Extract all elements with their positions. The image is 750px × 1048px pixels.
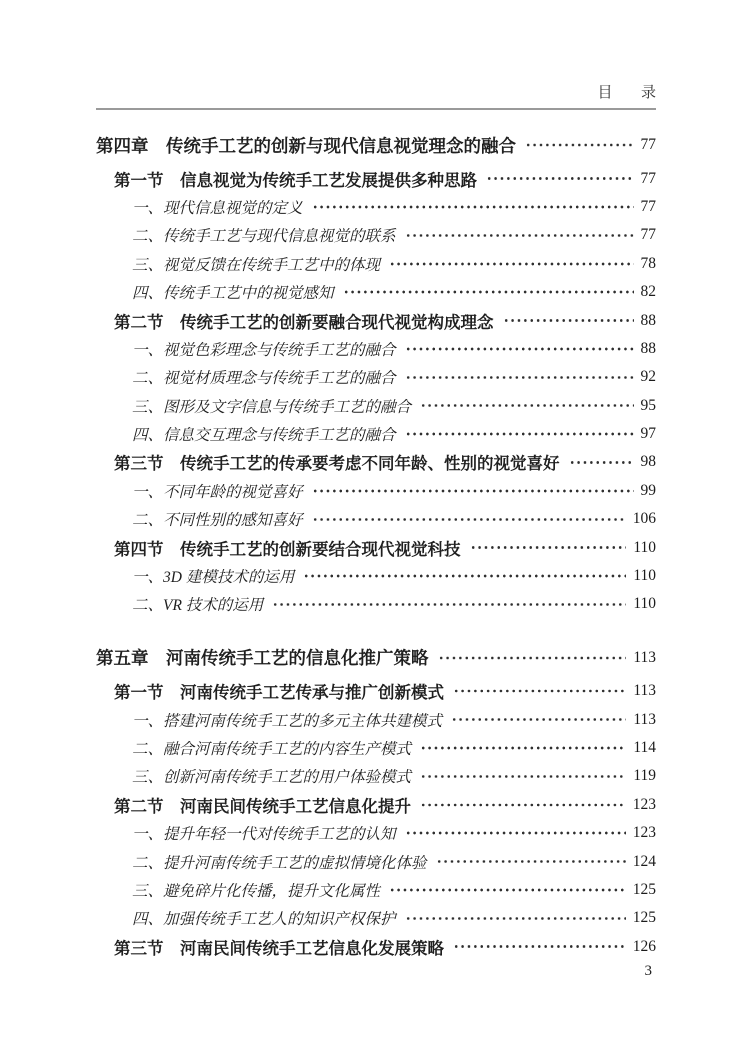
dot-leader [312, 199, 634, 215]
dot-leader [420, 769, 626, 785]
dot-leader [486, 170, 634, 187]
page-number: 3 [644, 963, 652, 979]
toc-entry-page: 106 [632, 510, 656, 528]
toc-entry-title: 一、搭建河南传统手工艺的多元主体共建模式 [132, 712, 443, 730]
toc-item-row [96, 819, 656, 847]
dot-leader [405, 825, 626, 841]
toc-entry-page: 124 [632, 852, 656, 870]
dot-leader [569, 454, 634, 471]
toc-entry-title: 一、3D 建模技术的运用 [132, 569, 295, 587]
toc-entry-title: 第四节 传统手工艺的创新要结合现代视觉科技 [114, 540, 461, 559]
toc-item-row [96, 762, 656, 790]
toc-entry-page: 125 [632, 880, 656, 898]
toc-entry-page: 110 [633, 538, 656, 556]
toc-entry-page: 119 [633, 767, 656, 785]
toc-entry-title: 第五章 河南传统手工艺的信息化推广策略 [96, 648, 429, 669]
toc-item-row [96, 734, 656, 762]
toc-entry-title: 二、融合河南传统手工艺的内容生产模式 [132, 741, 412, 758]
page-header [96, 84, 663, 102]
toc-item-row [96, 590, 656, 618]
toc-chapter-row [96, 644, 656, 672]
toc-entry-title: 三、避免碎片化传播，提升文化属性 [132, 882, 381, 900]
toc-entry-title: 第三节 河南民间传统手工艺信息化发展策略 [114, 939, 444, 958]
toc-entry-title: 二、传统手工艺与现代信息视觉的联系 [132, 228, 396, 246]
toc-entry-page: 77 [640, 169, 656, 187]
toc-entry-title: 第一节 河南传统手工艺传承与推广创新模式 [114, 684, 444, 703]
toc-entry-title: 第二节 河南民间传统手工艺信息化提升 [114, 797, 411, 816]
toc-entry-page: 88 [640, 339, 656, 357]
header-rule [96, 108, 656, 110]
toc-entry-title: 二、VR 技术的运用 [132, 597, 264, 615]
toc-item-row [96, 392, 656, 420]
toc-entry-page: 123 [632, 795, 656, 813]
toc-section-row [96, 677, 656, 705]
toc-item-row [96, 335, 656, 363]
toc-entry-page: 77 [640, 197, 656, 215]
dot-leader [389, 256, 633, 272]
toc-section-row [96, 791, 656, 819]
toc-section-row [96, 164, 656, 192]
toc-entry-page: 126 [632, 937, 656, 955]
toc-entry-page: 110 [633, 595, 656, 613]
toc-item-row [96, 904, 656, 932]
toc-item-row [96, 876, 656, 904]
dot-leader [389, 882, 626, 898]
toc-entry-page: 98 [640, 453, 656, 471]
toc-entry-title: 一、提升年轻一代对传统手工艺的认知 [132, 826, 396, 844]
toc-item-row [96, 221, 656, 249]
toc-entry-page: 110 [633, 567, 656, 585]
dot-leader [312, 512, 626, 528]
toc-item-row [96, 505, 656, 533]
dot-leader [503, 312, 634, 329]
toc-entry-page: 95 [640, 396, 656, 414]
toc-entry-page: 113 [633, 648, 656, 666]
toc-entry-page: 97 [640, 425, 656, 443]
toc-list [96, 131, 656, 961]
dot-leader [303, 568, 626, 584]
toc-item-row [96, 420, 656, 448]
toc-entry-title: 二、提升河南传统手工艺的虚拟情境化体验 [132, 854, 427, 872]
dot-leader [420, 740, 626, 756]
dot-leader [405, 370, 634, 386]
dot-leader [453, 683, 626, 700]
toc-entry-page: 82 [640, 283, 656, 301]
toc-item-row [96, 250, 656, 278]
toc-entry-title: 第三节 传统手工艺的传承要考虑不同年龄、性别的视觉喜好 [114, 455, 560, 474]
toc-entry-page: 123 [632, 824, 656, 842]
dot-leader [405, 426, 634, 442]
toc-entry-page: 113 [633, 710, 656, 728]
dot-leader [272, 597, 626, 613]
toc-entry-page: 125 [632, 909, 656, 927]
dot-leader [451, 712, 626, 728]
toc-entry-title: 三、图形及文字信息与传统手工艺的融合 [132, 398, 412, 416]
dot-leader [420, 398, 633, 414]
toc-entry-page: 77 [640, 226, 656, 244]
toc-entry-title: 四、传统手工艺中的视觉感知 [132, 285, 334, 303]
toc-entry-title: 一、不同年龄的视觉喜好 [132, 483, 303, 501]
dot-leader [453, 938, 626, 955]
dot-leader [405, 228, 634, 244]
toc-entry-title: 四、信息交互理念与传统手工艺的融合 [132, 427, 396, 445]
dot-leader [525, 136, 634, 154]
toc-entry-title: 四、加强传统手工艺人的知识产权保护 [132, 911, 396, 929]
toc-entry-page: 77 [640, 136, 656, 154]
toc-entry-title: 第四章 传统手工艺的创新与现代信息视觉理念的融合 [96, 135, 516, 156]
dot-leader [343, 284, 634, 300]
toc-item-row [96, 847, 656, 875]
toc-entry-title: 二、不同性别的感知喜好 [132, 512, 303, 530]
toc-section-row [96, 533, 656, 561]
toc-entry-title: 三、创新河南传统手工艺的用户体验模式 [132, 769, 412, 787]
toc-entry-title: 三、视觉反馈在传统手工艺中的体现 [132, 256, 381, 274]
dot-leader [312, 483, 634, 499]
toc-entry-title: 二、视觉材质理念与传统手工艺的融合 [132, 370, 396, 388]
toc-entry-title: 第二节 传统手工艺的创新要融合现代视觉构成理念 [114, 313, 494, 332]
toc-entry-page: 113 [633, 682, 656, 700]
toc-entry-page: 78 [640, 254, 656, 272]
toc-entry-title: 一、视觉色彩理念与传统手工艺的融合 [132, 341, 396, 359]
toc-entry-page: 92 [640, 368, 656, 386]
dot-leader [438, 649, 627, 667]
toc-item-row [96, 278, 656, 306]
dot-leader [470, 539, 627, 556]
toc-section-row [96, 306, 656, 334]
toc-item-row [96, 705, 656, 733]
running-head-title: 目 录 [597, 85, 663, 101]
toc-entry-title: 一、现代信息视觉的定义 [132, 199, 303, 217]
dot-leader [405, 911, 626, 927]
toc-section-row [96, 933, 656, 961]
toc-chapter-row [96, 131, 656, 159]
toc-item-row [96, 363, 656, 391]
toc-entry-page: 99 [640, 481, 656, 499]
toc-section-row [96, 448, 656, 476]
toc-entry-page: 88 [640, 311, 656, 329]
toc-entry-page: 114 [633, 739, 656, 756]
toc-item-row [96, 193, 656, 221]
toc-entry-title: 第一节 信息视觉为传统手工艺发展提供多种思路 [114, 171, 477, 190]
dot-leader [405, 341, 634, 357]
toc-item-row [96, 562, 656, 590]
toc-item-row [96, 477, 656, 505]
dot-leader [436, 854, 626, 870]
dot-leader [420, 797, 626, 814]
